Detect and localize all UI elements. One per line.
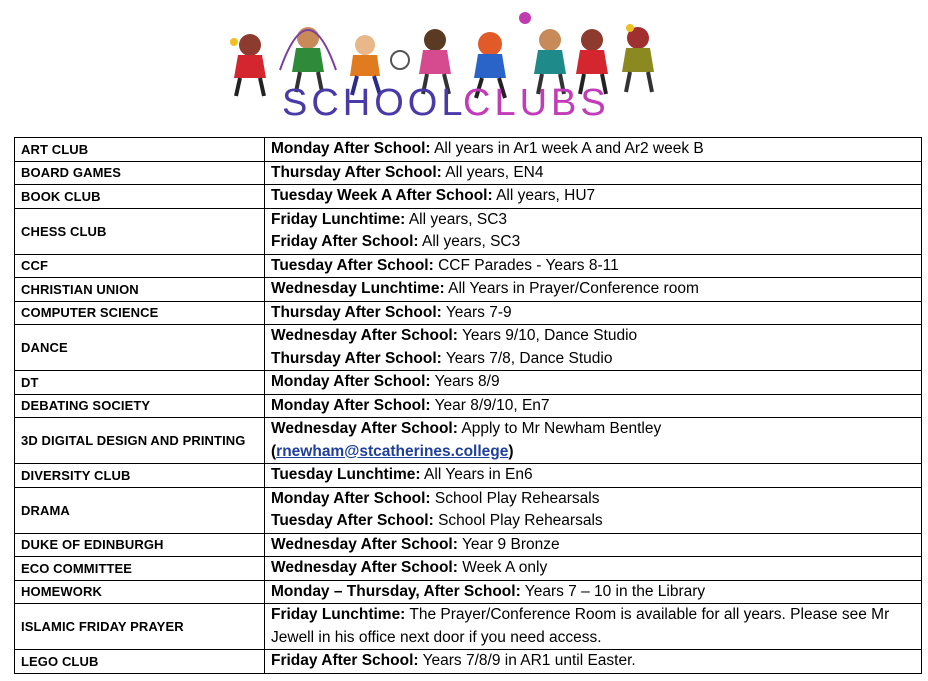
schedule-line bbox=[271, 209, 915, 232]
schedule-details: Years 8/9 bbox=[434, 373, 500, 390]
school-clubs-banner bbox=[220, 0, 700, 128]
club-name: CHRISTIAN UNION bbox=[15, 278, 265, 302]
schedule-line bbox=[271, 650, 915, 673]
schedule-time: Monday – Thursday, After School: bbox=[271, 582, 521, 600]
club-name: CHESS CLUB bbox=[15, 208, 265, 254]
club-name: DEBATING SOCIETY bbox=[15, 394, 265, 418]
clubs-table-body bbox=[15, 138, 922, 674]
table-row bbox=[15, 650, 922, 674]
schedule-details: All years in Ar1 week A and Ar2 week B bbox=[434, 140, 704, 157]
schedule-time: Friday After School: bbox=[271, 652, 419, 669]
schedule-details: All years, EN4 bbox=[445, 163, 544, 181]
schedule-details: All Years in En6 bbox=[424, 466, 533, 483]
club-schedule bbox=[265, 161, 922, 185]
schedule-details: Years 7 – 10 in the Library bbox=[524, 582, 706, 600]
table-row bbox=[15, 301, 922, 325]
schedule-details: Week A only bbox=[462, 559, 548, 576]
schedule-details: Years 7-9 bbox=[445, 303, 512, 321]
table-row bbox=[15, 533, 922, 557]
schedule-time: Tuesday Week A After School: bbox=[271, 187, 493, 204]
schedule-time: Tuesday After School: bbox=[271, 256, 434, 274]
club-schedule bbox=[265, 650, 922, 674]
club-schedule bbox=[265, 208, 922, 254]
schedule-details: All years, HU7 bbox=[496, 187, 596, 204]
banner-title-accent: CLUBS bbox=[463, 82, 610, 124]
table-row bbox=[15, 557, 922, 581]
table-row bbox=[15, 394, 922, 418]
table-row bbox=[15, 254, 922, 278]
club-schedule bbox=[265, 371, 922, 395]
club-name: DUKE OF EDINBURGH bbox=[15, 533, 265, 557]
club-schedule bbox=[265, 394, 922, 418]
table-row bbox=[15, 185, 922, 209]
schedule-details: All years, SC3 bbox=[422, 233, 521, 250]
table-row bbox=[15, 208, 922, 254]
schedule-details: Year 8/9/10, En7 bbox=[434, 396, 550, 414]
schedule-line bbox=[271, 371, 915, 394]
table-row bbox=[15, 325, 922, 371]
schedule-time: Friday Lunchtime: bbox=[271, 606, 406, 623]
schedule-time: Monday After School: bbox=[271, 489, 431, 507]
schedule-time: Tuesday Lunchtime: bbox=[271, 466, 421, 483]
club-schedule bbox=[265, 325, 922, 371]
schedule-time: Thursday After School: bbox=[271, 349, 442, 367]
schedule-time: Tuesday After School: bbox=[271, 512, 434, 529]
schedule-time: Wednesday After School: bbox=[271, 535, 458, 553]
clubs-table bbox=[14, 137, 922, 674]
schedule-line bbox=[271, 278, 915, 301]
club-schedule bbox=[265, 254, 922, 278]
schedule-details: School Play Rehearsals bbox=[434, 489, 600, 507]
schedule-details: Apply to Mr Newham Bentley bbox=[461, 420, 662, 437]
schedule-time: Friday Lunchtime: bbox=[271, 210, 406, 228]
schedule-line bbox=[271, 231, 915, 254]
schedule-time: Wednesday After School: bbox=[271, 420, 458, 437]
schedule-line bbox=[271, 138, 915, 161]
schedule-line bbox=[271, 348, 915, 371]
schedule-time: Monday After School: bbox=[271, 140, 431, 157]
schedule-time: Friday After School: bbox=[271, 233, 419, 250]
schedule-details: Year 9 Bronze bbox=[461, 535, 560, 553]
club-schedule bbox=[265, 278, 922, 302]
schedule-line bbox=[271, 162, 915, 185]
schedule-line bbox=[271, 418, 915, 441]
club-schedule bbox=[265, 580, 922, 604]
schedule-time: Thursday After School: bbox=[271, 163, 442, 181]
club-name: LEGO CLUB bbox=[15, 650, 265, 674]
club-name: HOMEWORK bbox=[15, 580, 265, 604]
club-schedule bbox=[265, 301, 922, 325]
contact-line: (rnewham@stcatherines.college) bbox=[271, 442, 514, 460]
schedule-line bbox=[271, 557, 915, 580]
schedule-details: All Years in Prayer/Conference room bbox=[448, 280, 699, 297]
schedule-line bbox=[271, 581, 915, 604]
schedule-time: Wednesday After School: bbox=[271, 327, 458, 344]
schedule-time: Wednesday After School: bbox=[271, 559, 458, 576]
club-schedule bbox=[265, 185, 922, 209]
schedule-time: Monday After School: bbox=[271, 373, 431, 390]
schedule-line bbox=[271, 488, 915, 511]
schedule-details: All years, SC3 bbox=[408, 210, 508, 228]
schedule-line bbox=[271, 510, 915, 533]
schedule-details: CCF Parades - Years 8-11 bbox=[438, 256, 619, 274]
table-row bbox=[15, 371, 922, 395]
schedule-details: The Prayer/Conference Room is available for all years. Please see Mr Jewell in his office next door if you need access. bbox=[271, 606, 890, 646]
schedule-line bbox=[271, 185, 915, 208]
schedule-line bbox=[271, 302, 915, 325]
club-name: DIVERSITY CLUB bbox=[15, 464, 265, 488]
schedule-line bbox=[271, 464, 915, 487]
table-row bbox=[15, 278, 922, 302]
table-row bbox=[15, 604, 922, 650]
club-name: BOOK CLUB bbox=[15, 185, 265, 209]
table-row bbox=[15, 580, 922, 604]
club-schedule bbox=[265, 533, 922, 557]
table-row bbox=[15, 487, 922, 533]
table-row bbox=[15, 161, 922, 185]
club-schedule bbox=[265, 138, 922, 162]
schedule-line bbox=[271, 325, 915, 348]
club-name: DT bbox=[15, 371, 265, 395]
club-schedule bbox=[265, 487, 922, 533]
club-name: 3D DIGITAL DESIGN AND PRINTING bbox=[15, 418, 265, 464]
club-name: COMPUTER SCIENCE bbox=[15, 301, 265, 325]
club-name: BOARD GAMES bbox=[15, 161, 265, 185]
schedule-line bbox=[271, 604, 915, 649]
schedule-details: Years 9/10, Dance Studio bbox=[461, 327, 638, 344]
banner-title: SCHOOL bbox=[282, 82, 467, 124]
schedule-details: Years 7/8, Dance Studio bbox=[445, 349, 613, 367]
club-name: DANCE bbox=[15, 325, 265, 371]
club-name: ECO COMMITTEE bbox=[15, 557, 265, 581]
schedule-line bbox=[271, 395, 915, 418]
email-link[interactable]: rnewham@stcatherines.college bbox=[276, 442, 509, 460]
schedule-time: Monday After School: bbox=[271, 396, 431, 414]
club-schedule bbox=[265, 464, 922, 488]
club-name: CCF bbox=[15, 254, 265, 278]
club-schedule bbox=[265, 418, 922, 464]
schedule-time: Wednesday Lunchtime: bbox=[271, 280, 445, 297]
schedule-details: School Play Rehearsals bbox=[438, 512, 603, 529]
schedule-line bbox=[271, 255, 915, 278]
schedule-details: Years 7/8/9 in AR1 until Easter. bbox=[422, 652, 636, 669]
table-row bbox=[15, 464, 922, 488]
club-schedule bbox=[265, 557, 922, 581]
header bbox=[0, 0, 928, 130]
table-row bbox=[15, 418, 922, 464]
club-name: ART CLUB bbox=[15, 138, 265, 162]
club-name: DRAMA bbox=[15, 487, 265, 533]
table-row bbox=[15, 138, 922, 162]
club-name: ISLAMIC FRIDAY PRAYER bbox=[15, 604, 265, 650]
schedule-time: Thursday After School: bbox=[271, 303, 442, 321]
club-schedule bbox=[265, 604, 922, 650]
schedule-line bbox=[271, 534, 915, 557]
